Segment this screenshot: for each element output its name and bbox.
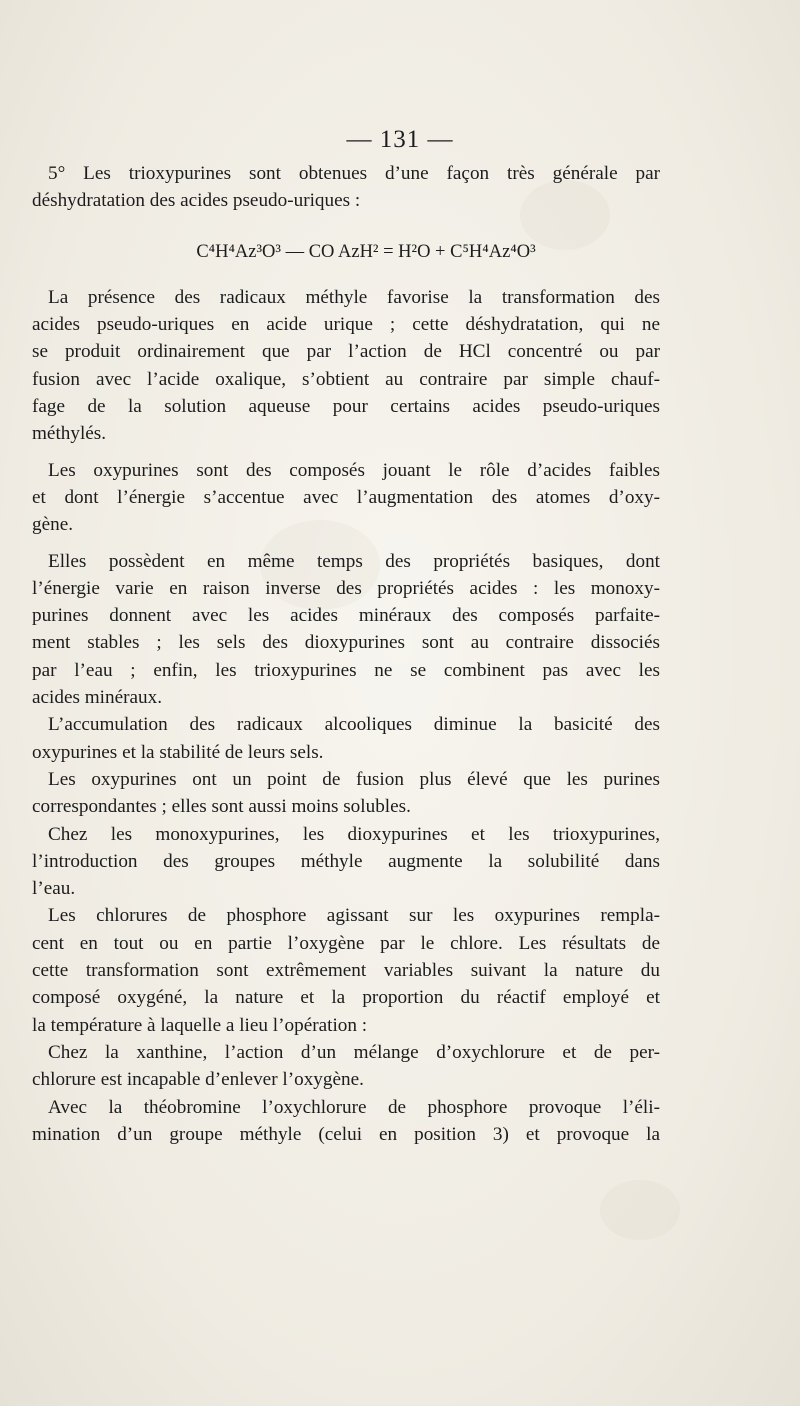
- paragraph: [32, 284, 660, 448]
- text-line: Elles possèdent en même temps des propriétés basiques, dont: [48, 550, 660, 572]
- text-line: gène.: [32, 514, 74, 536]
- text-line: déshydratation des acides pseudo-uriques :: [32, 190, 361, 212]
- paragraph: [32, 821, 660, 903]
- text-line: cent en tout ou en partie l’oxygène par le chlore. Les résultats de: [32, 932, 660, 954]
- text-line: la température à laquelle a lieu l’opération :: [32, 1014, 368, 1036]
- text-line: l’énergie varie en raison inverse des propriétés acides : les monoxy-: [32, 577, 660, 599]
- text-line: Avec la théobromine l’oxychlorure de phosphore provoque l’éli-: [48, 1096, 660, 1118]
- text-line: La présence des radicaux méthyle favorise la transformation des: [48, 286, 660, 308]
- paragraph: [32, 766, 660, 821]
- text-line: l’eau.: [32, 878, 76, 900]
- text-line: acides minéraux.: [32, 687, 162, 709]
- text-line: cette transformation sont extrêmement variables suivant la nature du: [32, 960, 660, 982]
- text-line: correspondantes ; elles sont aussi moins solubles.: [32, 796, 411, 818]
- text-line: se produit ordinairement que par l’action de HCl concentré ou par: [32, 341, 660, 363]
- text-line: Les oxypurines sont des composés jouant le rôle d’acides faibles: [48, 459, 660, 481]
- text-line: l’introduction des groupes méthyle augmente la solubilité dans: [32, 850, 660, 872]
- page-number: — 131 —: [346, 126, 454, 153]
- text-line: acides pseudo-uriques en acide urique ; cette déshydratation, qui ne: [32, 314, 660, 336]
- text-line: Chez la xanthine, l’action d’un mélange d’oxychlorure et de per-: [48, 1041, 660, 1063]
- text-line: fusion avec l’acide oxalique, s’obtient au contraire par simple chauf-: [32, 368, 660, 390]
- paragraph: [32, 711, 660, 766]
- text-line: Les chlorures de phosphore agissant sur les oxypurines rempla-: [48, 905, 660, 927]
- text-line: méthylés.: [32, 423, 107, 445]
- text-line: fage de la solution aqueuse pour certains acides pseudo-uriques: [32, 396, 660, 418]
- text-line: composé oxygéné, la nature et la proportion du réactif employé et: [32, 987, 660, 1009]
- chemical-equation: C⁴H⁴Az³O³ — CO AzH² = H²O + C⁵H⁴Az⁴O³: [196, 241, 536, 262]
- text-line: ment stables ; les sels des dioxypurines sont au contraire dissociés: [32, 632, 660, 654]
- text-line: mination d’un groupe méthyle (celui en position 3) et provoque la: [32, 1123, 660, 1145]
- text-line: 5° Les trioxypurines sont obtenues d’une façon très générale par: [48, 163, 660, 184]
- paragraph: [32, 457, 660, 539]
- body-text: [32, 160, 660, 1148]
- paragraph: [32, 548, 660, 712]
- paragraph: [32, 1039, 660, 1094]
- paragraph: [32, 1094, 660, 1149]
- paragraph: [32, 160, 660, 215]
- text-line: par l’eau ; enfin, les trioxypurines ne se combinent pas avec les: [32, 659, 660, 681]
- text-line: Les oxypurines ont un point de fusion plus élevé que les purines: [48, 768, 660, 790]
- text-line: oxypurines et la stabilité de leurs sels.: [32, 741, 324, 763]
- paper-stain: [600, 1180, 680, 1240]
- text-line: chlorure est incapable d’enlever l’oxygène.: [32, 1069, 364, 1091]
- text-line: et dont l’énergie s’accentue avec l’augmentation des atomes d’oxy-: [32, 486, 660, 508]
- text-line: Chez les monoxypurines, les dioxypurines et les trioxypurines,: [48, 823, 660, 845]
- paragraph: [32, 902, 660, 1038]
- text-line: purines donnent avec les acides minéraux des composés parfaite-: [32, 605, 660, 627]
- text-line: L’accumulation des radicaux alcooliques diminue la basicité des: [48, 714, 660, 736]
